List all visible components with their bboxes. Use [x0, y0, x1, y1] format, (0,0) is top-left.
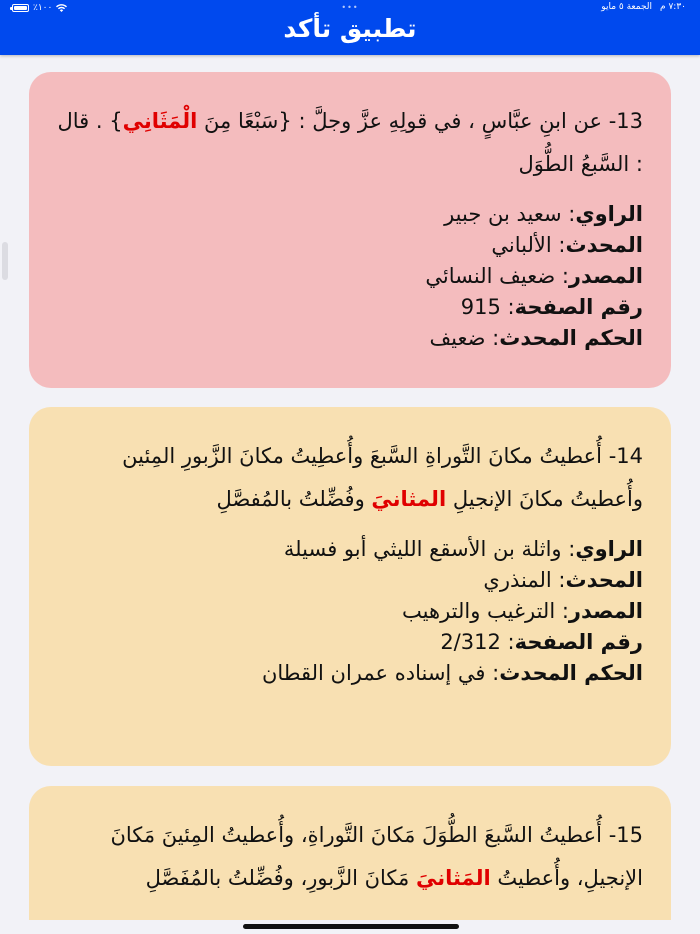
hadith-text-part: } . قال : السَّبعُ الطُّوَل	[57, 109, 643, 176]
narrator-label: الراوي	[575, 537, 643, 561]
scroll-indicator[interactable]	[2, 242, 8, 280]
status-right	[601, 2, 686, 12]
narrator-row: الراوي: سعيد بن جبير	[444, 202, 643, 226]
hadith-number: 14-	[608, 444, 643, 468]
narrator-value: سعيد بن جبير	[444, 202, 562, 226]
page-row: رقم الصفحة: 2/312	[440, 630, 643, 654]
source-value: ضعيف النسائي	[425, 264, 556, 288]
hadith-text-part: أُعطيتُ مكانَ التَّوراةِ السَّبعَ وأُعطِيتُ مكانَ الزَّبورِ المِئين وأُعطيتُ مكانَ الإنجيلِ	[122, 444, 643, 511]
status-left	[12, 3, 67, 13]
page-value: 915	[460, 295, 501, 319]
hadith-meta	[57, 199, 643, 354]
page-label: رقم الصفحة	[514, 630, 643, 654]
hadith-number: 13-	[608, 109, 643, 133]
hadith-card[interactable]	[29, 786, 671, 920]
page-label: رقم الصفحة	[514, 295, 643, 319]
ruling-row: الحكم المحدث: ضعيف	[429, 326, 643, 350]
hadith-card[interactable]	[29, 72, 671, 388]
hadith-text-part: أُعطيتُ السَّبعَ الطُّوَلَ مَكانَ التَّوراةِ، وأُعطيتُ المِئينَ مَكانَ الإنجيلِ، وأُعطيتُ	[110, 823, 643, 890]
narrator-value: واثلة بن الأسقع الليثي أبو فسيلة	[283, 537, 562, 561]
highlighted-term: الْمَثَانِي	[122, 109, 198, 133]
muhaddith-row: المحدث: المنذري	[483, 568, 643, 592]
battery-percent: ٪١٠٠	[33, 3, 53, 13]
hadith-list[interactable]	[0, 55, 700, 920]
hadith-text	[57, 435, 643, 521]
highlighted-term: المَثانيَ	[415, 866, 491, 890]
status-time: ٧:٣٠ م	[660, 2, 686, 12]
ruling-label: الحكم المحدث	[499, 661, 643, 685]
page-value: 2/312	[440, 630, 501, 654]
narrator-label: الراوي	[575, 202, 643, 226]
narrator-row: الراوي: واثلة بن الأسقع الليثي أبو فسيلة	[283, 537, 643, 561]
app-header	[0, 0, 700, 55]
wifi-icon	[56, 4, 67, 12]
hadith-text	[57, 100, 643, 186]
source-label: المصدر	[568, 264, 643, 288]
hadith-text-part: عن ابنِ عبَّاسٍ ، في قولِهِ عزَّ وجلَّ : {سَبْعًا مِنَ	[197, 109, 609, 133]
muhaddith-label: المحدث	[565, 568, 643, 592]
ruling-value: ضعيف	[429, 326, 486, 350]
highlighted-term: المثانيَ	[371, 487, 447, 511]
hadith-number: 15-	[608, 823, 643, 847]
source-label: المصدر	[568, 599, 643, 623]
multitasking-dots[interactable]: •••	[341, 3, 359, 12]
hadith-text	[57, 814, 643, 900]
hadith-text-part: وفُضِّلتُ بالمُفصَّلِ	[216, 487, 372, 511]
muhaddith-value: المنذري	[483, 568, 552, 592]
source-row: المصدر: ضعيف النسائي	[425, 264, 643, 288]
battery-icon	[12, 4, 29, 12]
ruling-value: في إسناده عمران القطان	[261, 661, 486, 685]
source-row: المصدر: الترغيب والترهيب	[402, 599, 643, 623]
home-indicator[interactable]	[243, 924, 459, 929]
status-date: الجمعة ٥ مايو	[601, 2, 653, 12]
muhaddith-row: المحدث: الألباني	[491, 233, 643, 257]
ruling-row: الحكم المحدث: في إسناده عمران القطان	[261, 661, 643, 685]
hadith-card[interactable]	[29, 407, 671, 766]
source-value: الترغيب والترهيب	[402, 599, 556, 623]
page-row: رقم الصفحة: 915	[460, 295, 643, 319]
page-title: تطبيق تأكد	[283, 14, 417, 43]
ruling-label: الحكم المحدث	[499, 326, 643, 350]
muhaddith-value: الألباني	[491, 233, 552, 257]
muhaddith-label: المحدث	[565, 233, 643, 257]
hadith-text-part: مَكانَ الزَّبورِ، وفُضِّلتُ بالمُفَصَّلِ	[145, 866, 416, 890]
hadith-meta	[57, 534, 643, 689]
